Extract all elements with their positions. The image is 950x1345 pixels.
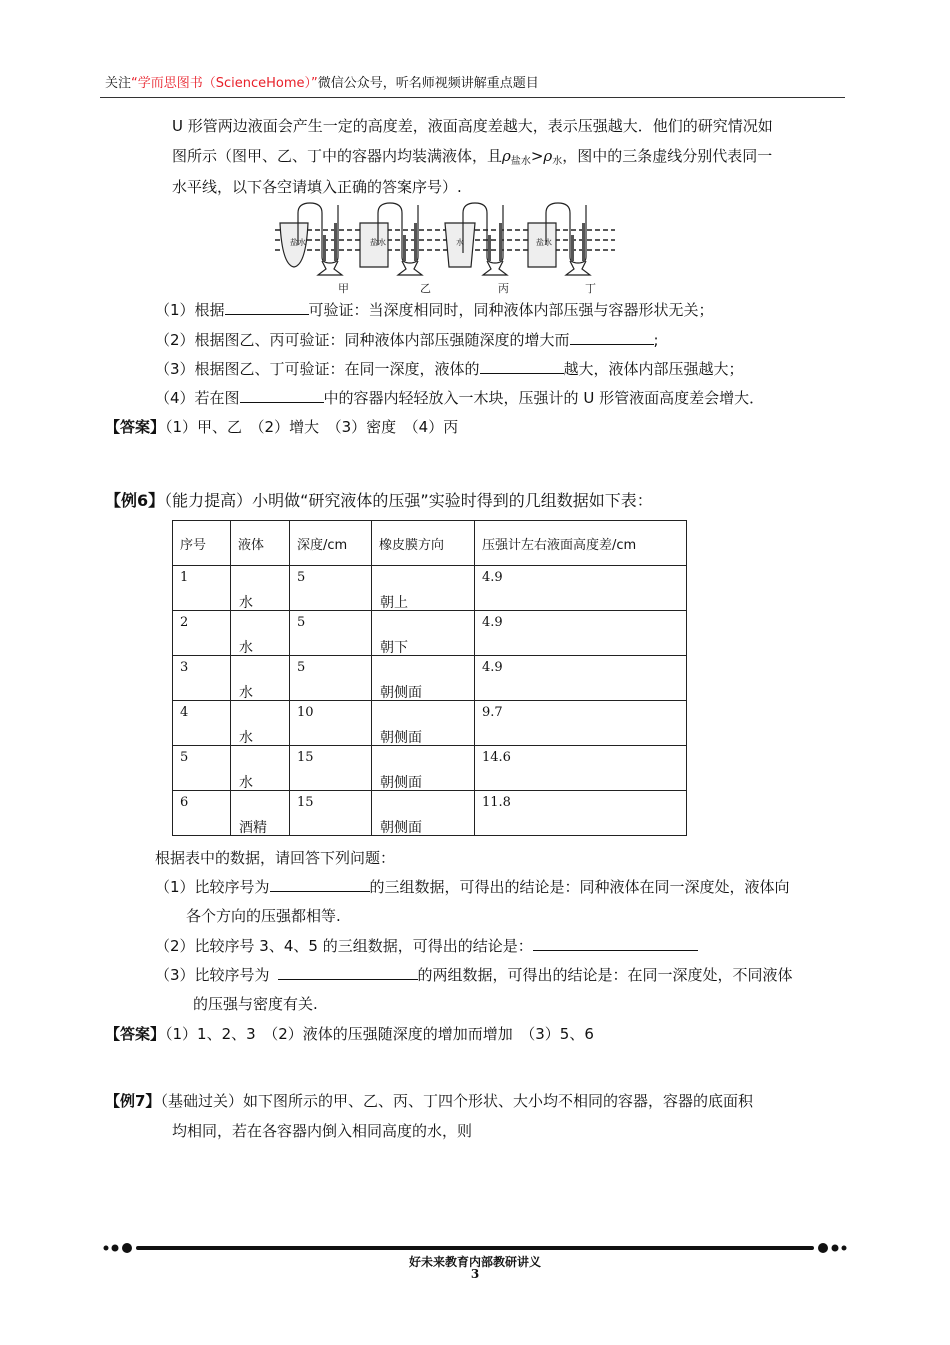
answer-blank[interactable] bbox=[270, 877, 370, 892]
ex6-item-2-text: （2）比较序号 3、4、5 的三组数据，可得出的结论是： bbox=[155, 937, 533, 955]
cell-direction: 朝侧面 bbox=[380, 730, 422, 746]
header-suffix: 微信公众号，听名师视频讲解重点题目 bbox=[317, 76, 539, 91]
cell-liquid: 水 bbox=[239, 730, 253, 746]
q5-item-4-a: （4）若在图 bbox=[155, 389, 240, 407]
table-cell bbox=[231, 566, 290, 611]
cell-liquid: 水 bbox=[239, 685, 253, 701]
answer-tag: 【答案】 bbox=[105, 418, 166, 436]
q5-item-3-b: 越大，液体内部压强越大； bbox=[563, 360, 744, 378]
vessel-label-4: 盐水 bbox=[536, 238, 552, 247]
cell-direction: 朝下 bbox=[380, 640, 408, 656]
table-cell bbox=[475, 791, 687, 836]
table-row bbox=[173, 746, 687, 791]
ex6-item-1-a: （1）比较序号为 bbox=[155, 878, 270, 896]
q5-item-2-a: （2）根据图乙、丙可验证：同种液体内部压强随深度的增大而 bbox=[155, 331, 570, 349]
q5-item-1 bbox=[155, 299, 714, 320]
table-cell bbox=[290, 746, 372, 791]
table-cell bbox=[372, 611, 475, 656]
q5-item-2 bbox=[155, 329, 659, 350]
table-cell bbox=[290, 611, 372, 656]
page-number: 3 bbox=[470, 1267, 480, 1281]
cell-height-diff: 9.7 bbox=[482, 705, 503, 720]
rho-sub-water: 水 bbox=[552, 156, 563, 167]
q5-item-1-a: （1）根据 bbox=[155, 301, 225, 319]
cell-index: 5 bbox=[180, 750, 189, 765]
table-cell bbox=[372, 566, 475, 611]
answer-blank[interactable] bbox=[225, 300, 309, 315]
table-cell bbox=[231, 701, 290, 746]
gt-symbol: > bbox=[530, 147, 544, 165]
table-cell bbox=[231, 611, 290, 656]
table-cell bbox=[475, 746, 687, 791]
table-cell bbox=[173, 566, 231, 611]
answer-text: （1）1、2、3 （2）液体的压强随深度的增加而增加 （3）5、6 bbox=[165, 1025, 594, 1043]
intro-line-2-a: 图所示（图甲、乙、丁中的容器内均装满液体，且 bbox=[172, 147, 503, 165]
answer-tag: 【答案】 bbox=[105, 1025, 166, 1043]
table-header-row bbox=[173, 521, 687, 566]
table-cell bbox=[290, 701, 372, 746]
table-cell bbox=[290, 656, 372, 701]
table-header-cell: 深度/cm bbox=[290, 521, 372, 566]
ex6-answer bbox=[105, 1023, 594, 1044]
data-table bbox=[172, 520, 687, 836]
cell-index: 2 bbox=[180, 615, 189, 630]
header-rule bbox=[100, 97, 845, 98]
cell-liquid: 水 bbox=[239, 775, 253, 791]
table-cell bbox=[231, 656, 290, 701]
cell-height-diff: 4.9 bbox=[482, 615, 503, 630]
rho-symbol-2: ρ bbox=[543, 147, 553, 165]
table-header-cell: 压强计左右液面高度差/cm bbox=[475, 521, 687, 566]
ex7-line-1 bbox=[105, 1090, 753, 1111]
ex7-line-2: 均相同，若在各容器内倒入相同高度的水，则 bbox=[172, 1122, 473, 1140]
intro-line-1: U 形管两边液面会产生一定的高度差，液面高度差越大，表示压强越大．他们的研究情况如 bbox=[172, 117, 773, 135]
q5-item-2-b: ; bbox=[653, 331, 659, 349]
cell-index: 1 bbox=[180, 570, 189, 585]
figure-label-yi: 乙 bbox=[420, 282, 431, 295]
answer-text: （1）甲、乙 （2）增大 （3）密度 （4）丙 bbox=[165, 418, 459, 436]
table-header-cell: 橡皮膜方向 bbox=[372, 521, 475, 566]
ex7-line-1-text: （基础过关）如下图所示的甲、乙、丙、丁四个形状、大小均不相同的容器，容器的底面积 bbox=[160, 1092, 753, 1110]
ex6-item-2 bbox=[155, 935, 698, 956]
intro-line-3: 水平线，以下各空请填入正确的答案序号）. bbox=[172, 178, 462, 196]
table-header-cell: 序号 bbox=[173, 521, 231, 566]
table-cell bbox=[372, 701, 475, 746]
table-cell bbox=[231, 791, 290, 836]
q5-item-4 bbox=[155, 387, 764, 408]
example-tag: 【例7】 bbox=[105, 1092, 161, 1110]
example-tag: 【例6】 bbox=[105, 491, 165, 510]
footer-title: 好未来教育内部教研讲义 bbox=[408, 1255, 541, 1269]
ex6-lead: 根据表中的数据，请回答下列问题： bbox=[155, 849, 396, 867]
page-header bbox=[105, 72, 539, 91]
table-cell bbox=[475, 611, 687, 656]
rho-sub-salt: 盐水 bbox=[510, 156, 531, 167]
cell-depth: 5 bbox=[297, 660, 306, 675]
q5-answer bbox=[105, 416, 458, 437]
table-row bbox=[173, 701, 687, 746]
cell-depth: 15 bbox=[297, 795, 314, 810]
figure-label-jia: 甲 bbox=[338, 282, 349, 295]
vessel-label-3: 水 bbox=[456, 238, 464, 247]
cell-index: 3 bbox=[180, 660, 189, 675]
cell-liquid: 水 bbox=[239, 595, 253, 611]
ex6-item-1 bbox=[155, 876, 790, 897]
rho-symbol: ρ bbox=[502, 147, 511, 165]
ex6-item-1-b: 的三组数据，可得出的结论是：同种液体在同一深度处，液体向 bbox=[369, 878, 790, 896]
cell-direction: 朝侧面 bbox=[380, 775, 422, 791]
table-cell bbox=[173, 746, 231, 791]
header-highlight: “学而思图书（ScienceHome）” bbox=[131, 76, 318, 91]
cell-height-diff: 4.9 bbox=[482, 570, 503, 585]
cell-height-diff: 11.8 bbox=[482, 795, 511, 810]
table-cell bbox=[173, 611, 231, 656]
answer-blank[interactable] bbox=[570, 330, 654, 345]
q5-item-4-b: 中的容器内轻轻放入一木块，压强计的 U 形管液面高度差会增大． bbox=[323, 389, 765, 407]
cell-liquid: 水 bbox=[239, 640, 253, 656]
vessel-label-1: 盐水 bbox=[290, 238, 306, 247]
pressure-gauge-figure bbox=[270, 195, 620, 295]
ex6-item-1-cont: 各个方向的压强都相等. bbox=[186, 907, 341, 925]
table-cell bbox=[290, 791, 372, 836]
vessel-label-2: 盐水 bbox=[370, 238, 386, 247]
cell-height-diff: 14.6 bbox=[482, 750, 511, 765]
cell-depth: 10 bbox=[297, 705, 314, 720]
table-cell bbox=[173, 656, 231, 701]
table-cell bbox=[173, 791, 231, 836]
header-prefix: 关注 bbox=[105, 76, 132, 91]
table-row bbox=[173, 566, 687, 611]
ex6-title-text: （能力提高）小明做“研究液体的压强”实验时得到的几组数据如下表： bbox=[164, 491, 653, 510]
table-cell bbox=[475, 566, 687, 611]
table-cell bbox=[475, 656, 687, 701]
cell-direction: 朝上 bbox=[380, 595, 408, 611]
q5-item-1-b: 可验证：当深度相同时，同种液体内部压强与容器形状无关； bbox=[308, 301, 714, 319]
table-cell bbox=[372, 656, 475, 701]
ex6-item-3-cont: 的压强与密度有关. bbox=[193, 995, 318, 1013]
table-row bbox=[173, 656, 687, 701]
answer-blank[interactable] bbox=[480, 359, 564, 374]
table-cell bbox=[290, 566, 372, 611]
q5-item-3-a: （3）根据图乙、丁可验证：在同一深度，液体的 bbox=[155, 360, 480, 378]
intro-line-2-b: ，图中的三条虚线分别代表同一 bbox=[562, 147, 773, 165]
table-row bbox=[173, 791, 687, 836]
intro-line-2 bbox=[172, 145, 772, 167]
table-cell bbox=[475, 701, 687, 746]
table-header-cell: 液体 bbox=[231, 521, 290, 566]
cell-direction: 朝侧面 bbox=[380, 820, 422, 836]
figure-label-bing: 丙 bbox=[498, 282, 509, 295]
table-cell bbox=[372, 746, 475, 791]
cell-index: 4 bbox=[180, 705, 189, 720]
cell-depth: 15 bbox=[297, 750, 314, 765]
ex6-item-3-a: （3）比较序号为 bbox=[155, 966, 270, 984]
cell-direction: 朝侧面 bbox=[380, 685, 422, 701]
ex6-item-3-b: 的两组数据，可得出的结论是：在同一深度处，不同液体 bbox=[417, 966, 793, 984]
answer-blank[interactable] bbox=[533, 936, 698, 951]
table-cell bbox=[173, 701, 231, 746]
figure-label-ding: 丁 bbox=[585, 282, 596, 295]
answer-blank[interactable] bbox=[240, 388, 324, 403]
table-row bbox=[173, 611, 687, 656]
cell-height-diff: 4.9 bbox=[482, 660, 503, 675]
table-cell bbox=[231, 746, 290, 791]
cell-depth: 5 bbox=[297, 615, 306, 630]
ex6-item-3 bbox=[155, 964, 793, 985]
q5-item-3 bbox=[155, 358, 744, 379]
answer-blank[interactable] bbox=[278, 965, 418, 980]
cell-depth: 5 bbox=[297, 570, 306, 585]
gauge-setup bbox=[445, 203, 507, 275]
ex6-title bbox=[105, 488, 653, 511]
cell-liquid: 酒精 bbox=[239, 820, 267, 836]
cell-index: 6 bbox=[180, 795, 189, 810]
table-cell bbox=[372, 791, 475, 836]
